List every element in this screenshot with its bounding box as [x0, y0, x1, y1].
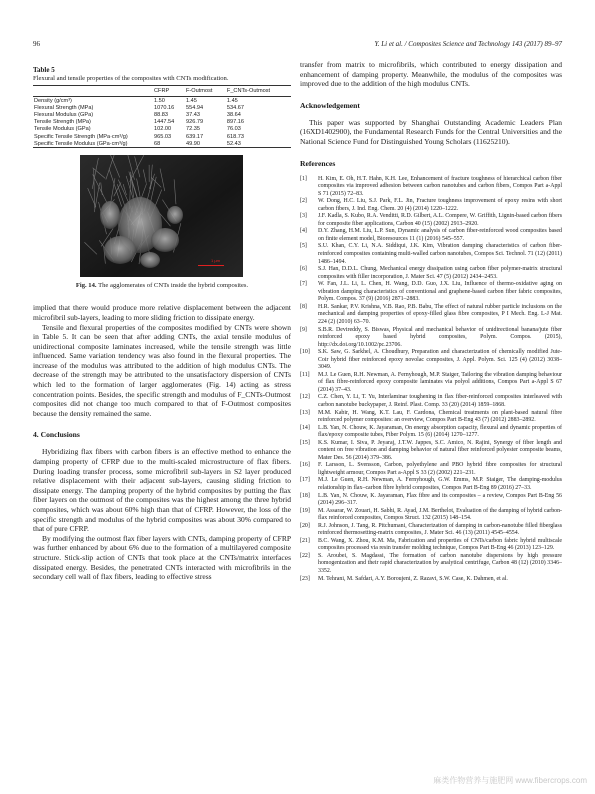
table-cell: 534.67 — [226, 104, 245, 111]
reference-number: [6] — [300, 266, 307, 273]
table-cell: 88.83 — [154, 111, 168, 118]
acknowledgement-heading: Acknowledgement — [300, 100, 360, 110]
reference-text: S. Aroubei, S. Magdassi, The formation of carbon nanotube dispersions by high pressure homogenization and their rapid characterization by analytical centrifuge, Carbon 48 (12) (2010) 3346–3352. — [318, 552, 562, 574]
table-cell: Density (g/cm³) — [34, 97, 72, 104]
reference-item — [300, 228, 562, 243]
table-header-cell: CFRP — [153, 86, 185, 97]
table-cell: 1070.16 — [154, 104, 175, 111]
table-row — [33, 140, 291, 148]
reference-number: [22] — [300, 552, 310, 559]
reference-item — [300, 523, 562, 538]
reference-number: [9] — [300, 326, 307, 333]
figure-label: Fig. 14. — [75, 282, 97, 290]
reference-text: W. Dong, H.C. Liu, S.J. Park, F.L. Jin, Fracture toughness improvement of epoxy resins with short carbon fibers, J. Ind. Eng. Chem. 20 (4) (2014) 1220–1222. — [318, 198, 562, 212]
body-text — [33, 303, 291, 418]
watermark: 麻类作物营养与施肥网 www.fibercrops.com — [433, 776, 587, 785]
table-cell: 37.43 — [186, 111, 200, 118]
table-cell: 554.94 — [186, 104, 204, 111]
reference-item — [300, 538, 562, 553]
reference-item — [300, 281, 562, 304]
reference-number: [18] — [300, 492, 310, 499]
table-cell: Tensile Modulus (GPa) — [34, 126, 91, 133]
table-row — [33, 111, 291, 118]
reference-text: H. Kim, E. Oh, H.T. Hahn, K.H. Lee, Enhancement of fracture toughness of hierarchical carbon fiber composites via improved adhesion between carbon nanotubes and carbon fibers, Compos Part a-Appl S 71 (2015) 72–83. — [318, 175, 562, 197]
table-row — [33, 97, 291, 105]
table-header-row — [33, 86, 291, 97]
reference-number: [10] — [300, 349, 310, 356]
reference-item — [300, 576, 562, 584]
reference-number: [8] — [300, 303, 307, 310]
reference-item — [300, 372, 562, 395]
reference-number: [11] — [300, 371, 310, 378]
reference-item — [300, 508, 562, 523]
table-cell: 38.64 — [226, 111, 241, 118]
reference-item — [300, 213, 562, 228]
reference-number: [23] — [300, 575, 310, 582]
reference-text: S.U. Khan, C.Y. Li, N.A. Siddiqui, J.K. Kim, Vibration damping characteristics of carbon fiber-reinforced composites containing multi-walled carbon nanotubes, Compos Sci. Technol. 71 (12) (2011) 1486–1494. — [318, 243, 562, 265]
reference-text: M. Tehrani, M. Safdari, A.Y. Boroujeni, Z. Razavi, S.W. Case, K. Dahmen, et al. — [318, 575, 508, 582]
reference-text: H.R. Sankar, P.V. Krishna, V.B. Rao, P.B. Babu, The effect of natural rubber particle inclusions on the mechanical and damping properties of epoxy-filled glass fibre composites, P I Mech. Eng. L-J Mat. 224 (2) (2010) 63–70. — [318, 303, 562, 325]
reference-text: M.J. Le Guen, R.H. Newman, A. Fernyhough, M.P. Staiger, Tailoring the vibration damping behaviour of flax fibre-reinforced epoxy composite laminates via polyol additions, Compos Part a-Appl S 67 (2014) 37–43. — [318, 371, 562, 393]
journal-citation: Y. Li et al. / Composites Science and Technology 143 (2017) 89–97 — [374, 40, 562, 48]
table-cell: 897.16 — [226, 119, 245, 126]
reference-text: L.B. Yan, N. Chouw, K. Jayaraman, Flax fibre and its composites – a review, Compos Part B-Eng 56 (2014) 296–317. — [318, 492, 562, 507]
reference-number: [15] — [300, 439, 310, 446]
table-label: Table 5 — [33, 66, 55, 74]
paragraph: transfer from matrix to microfibrils, which contributed to energy dissipation and enhancement of damping property. Meanwhile, the modulus of the composites was improved due to the addition of the high modulus CNTs. — [300, 60, 562, 89]
reference-number: [13] — [300, 409, 310, 416]
table-cell: 1.45 — [186, 97, 197, 104]
conclusions-heading: 4. Conclusions — [33, 430, 80, 440]
reference-number: [16] — [300, 462, 310, 469]
reference-text: S.K. Saw, G. Sarkhel, A. Choudhury, Preparation and characterization of chemically modified Jute-Coir hybrid fiber reinforced epoxy novolac composites, J. Appl. Polym. Sci. 125 (4) (2012) 3038–3049. — [318, 349, 562, 371]
reference-list — [300, 176, 562, 584]
reference-text: R.J. Johnson, J. Tang, R. Pitchumani, Characterization of damping in carbon-nanotube filled fiberglass reinforced thermosetting-matrix composites, J. Mater Sci. 46 (13) (2011) 4545–4554. — [318, 522, 562, 537]
table-cell: 76.03 — [226, 126, 241, 133]
table-row — [33, 126, 291, 133]
table-cell: 618.73 — [226, 133, 245, 140]
reference-item — [300, 553, 562, 576]
table-header-cell — [33, 86, 153, 97]
sem-image-cnt-agglomerates — [80, 155, 243, 277]
reference-item — [300, 349, 562, 372]
reference-item — [300, 493, 562, 508]
table-cell: 49.90 — [185, 140, 226, 148]
table-cell: 52.43 — [226, 140, 291, 148]
reference-number: [21] — [300, 537, 310, 544]
acknowledgement-text: This paper was supported by Shanghai Outstanding Academic Leaders Plan (16XD1402900), the Fundamental Research Funds for the Central Universities and the National Science Fund for Distinguished Young Scholars (11625210). — [300, 117, 562, 146]
reference-number: [20] — [300, 522, 310, 529]
reference-number: [5] — [300, 243, 307, 250]
reference-item — [300, 425, 562, 440]
table-cell: Specific Tensile Strength (MPa·cm³/g) — [34, 133, 128, 140]
table-row — [33, 133, 291, 140]
reference-text: B.C. Wang, X. Zhou, K.M. Ma, Fabrication and properties of CNTs/carbon fabric hybrid multiscale composites processed via resin transfer molding technique, Compos Part B-Eng 46 (2013) 123–129. — [318, 537, 562, 552]
right-column — [300, 60, 562, 583]
table-caption: Flexural and tensile properties of the composites with CNTs modification. — [33, 75, 229, 82]
references-heading: References — [300, 158, 336, 168]
reference-text: J.F. Kadla, S. Kubo, R.A. Venditti, R.D. Gilbert, A.L. Compere, W. Griffith, Lignin-based carbon fibers for composite fiber applications, Carbon 40 (15) (2002) 2913–2920. — [318, 213, 562, 227]
reference-number: [2] — [300, 198, 307, 205]
table-cell: Tensile Strength (MPa) — [34, 119, 91, 126]
reference-text: L.B. Yan, N. Chouw, K. Jayaraman, On energy absorption capacity, flexural and dynamic properties of flax/epoxy composite tubes, Fiber Polym. 15 (6) (2014) 1270–1277. — [318, 424, 562, 439]
reference-number: [14] — [300, 424, 310, 431]
reference-text: M.J. Le Guen, R.H. Newman, A. Fernyhough, G.W. Emms, M.P. Staiger, The damping-modulus relationship in flax–carbon fibre hybrid composites, Compos Part B-Eng 89 (2016) 27–33. — [318, 477, 562, 491]
reference-item — [300, 477, 562, 492]
paragraph: Tensile and flexural properties of the composites modified by CNTs were shown in Table 5. It can be seen that after adding CNTs, the axial tensile modulus of unidirectional composite laminates increased, while the tensile strength was little influenced. Same variation tendency was also found in the flexural properties. The increase of the modulus was attributed to the addition of high modulus CNTs. The decrease of the strength may be attributed to the unsatisfactory dispersion of CNTs which led to the formation of larger agglomerates (Fig. 14) acting as stress concentration points. Besides, the specific strength and modulus of F_CNTs-Outmost composites did not change too much compared to that of F-Outmost composites because the density remained the same. — [33, 322, 291, 418]
reference-text: K.S. Kumar, I. Siva, P. Jeyaraj, J.T.W. Jappes, S.C. Amico, N. Rajini, Synergy of fiber length and content on free vibration and damping behavior of natural fiber reinforced polyester composite beams, Mater Des. 56 (2014) 379–386. — [318, 439, 562, 461]
table-header-cell: F-Outmost — [185, 86, 226, 97]
table-cell: 965.03 — [154, 133, 172, 140]
reference-text: D.Y. Zhang, H.M. Liu, L.P. Sun, Dynamic analysis of carbon fiber-reinforced wood composites based on finite element model, Bioresources 11 (1) (2016) 545–557. — [318, 228, 562, 242]
paragraph: implied that there would produce more relative displacement between the adjacent microfibril sub-layers, leading to more sliding friction to dissipate energy. — [33, 303, 291, 322]
paragraph: Hybridizing flax fibers with carbon fibers is an effective method to enhance the damping property of CFRP due to the multi-scaled microstructure of flax fibers. During loading transfer process, some microfibril sub-layers in S2 layer produced relative displacement with their adjacent sub-layers, causing sliding friction to dissipate energy. The damping property of the hybrid composites by putting the flax fiber layers on the outmost of the composites was the highest among the three hybrid composites, which was about 60% high than that of CFRP. However, the loss of the specific strength and modulus of the hybrid composites was about 30% compared to that of pure CFRP. — [33, 447, 291, 534]
reference-item — [300, 176, 562, 199]
table-cell: 1.45 — [226, 97, 238, 104]
reference-text: C.Z. Chen, Y. Li, T. Yu, Interlaminar toughening in flax fiber-reinforced composites interleaved with carbon nanotube buckypaper, J. Reinf. Plast. Comp. 33 (20) (2014) 1859–1868. — [318, 394, 562, 408]
reference-text: M.M. Kabir, H. Wang, K.T. Lau, F. Cardona, Chemical treatments on plant-based natural fibre reinforced polymer composites: an overview, Compos Part B-Eng 43 (7) (2012) 2883–2892. — [318, 409, 562, 424]
table-cell: 72.35 — [186, 126, 200, 133]
paragraph: By modifying the outmost flax fiber layers with CNTs, damping property of CFRP was further enhanced by about 6% due to the formation of a multilayered composite structure. Stick-slip action of CNTs that took place at the CNTs/matrix interfaces dissipated energy. Besides, the penetrated CNTs interacted with microfibrils in the secondary cell wall of flax fibers, leading to effective stress — [33, 533, 291, 582]
reference-number: [4] — [300, 228, 307, 235]
figure-caption-text: The agglomerates of CNTs inside the hybrid composites. — [96, 282, 249, 290]
table-cell: 1447.54 — [154, 119, 175, 126]
table-cell: 68 — [153, 140, 185, 148]
scale-bar-label: 1 µm — [211, 258, 220, 264]
table-row — [33, 119, 291, 126]
reference-number: [19] — [300, 507, 310, 514]
table-cell: 102.00 — [154, 126, 172, 133]
reference-item — [300, 266, 562, 281]
reference-text: F. Larsson, L. Svensson, Carbon, polyethylene and PBO hybrid fibre composites for structural lightweight armour, Compos Part a-Appl S 33 (2) (2002) 221–231. — [318, 462, 562, 476]
scale-bar — [198, 265, 224, 267]
table-cell: 639.17 — [186, 133, 204, 140]
reference-number: [12] — [300, 394, 310, 401]
reference-item — [300, 410, 562, 425]
table-cell: 1.50 — [154, 97, 165, 104]
table-cell: 926.79 — [186, 119, 204, 126]
reference-item — [300, 327, 562, 350]
page-number: 96 — [33, 40, 40, 48]
reference-text: W. Fan, J.L. Li, L. Chen, H. Wang, D.D. Guo, J.X. Liu, Influence of thermo-oxidative aging on vibration damping characteristics of conventional and graphene-based carbon fiber fabric composites, Polym. Compos. 37 (9) (2016) 2871–2883. — [318, 281, 562, 303]
table-header-cell: F_CNTs-Outmost — [226, 86, 291, 97]
reference-number: [7] — [300, 281, 307, 288]
reference-text: S.B.R. Devireddy, S. Biswas, Physical and mechanical behavior of unidirectional banana/jute fiber reinforced epoxy based hybrid composites, Polym. Compos. (2015), http://dx.doi.org/10.1002/pc.23706. — [318, 326, 562, 348]
reference-text: M. Assarar, W. Zouari, H. Sabhi, R. Ayad, J.M. Berthelot, Evaluation of the damping of hybrid carbon-flax reinforced composites, Compos Struct. 132 (2015) 148–154. — [318, 507, 562, 522]
reference-number: [1] — [300, 175, 307, 182]
page-header — [33, 40, 562, 52]
reference-number: [3] — [300, 213, 307, 220]
figure-caption — [33, 282, 291, 289]
table-5 — [33, 85, 291, 148]
table-row — [33, 104, 291, 111]
table-cell: Specific Tensile Modulus (GPa·cm³/g) — [33, 140, 153, 148]
table-cell: Flexural Strength (MPa) — [34, 104, 94, 111]
left-column — [33, 60, 291, 582]
reference-text: S.J. Han, D.D.L. Chung, Mechanical energy dissipation using carbon fiber polymer-matrix structural composites with filler incorporation, J. Mater Sci. 47 (5) (2012) 2434–2453. — [318, 266, 562, 280]
reference-number: [17] — [300, 477, 310, 484]
reference-item — [300, 462, 562, 477]
table-cell: Flexural Modulus (GPa) — [34, 111, 94, 118]
reference-item — [300, 440, 562, 463]
reference-item — [300, 394, 562, 409]
reference-item — [300, 304, 562, 327]
reference-item — [300, 198, 562, 213]
reference-item — [300, 243, 562, 266]
